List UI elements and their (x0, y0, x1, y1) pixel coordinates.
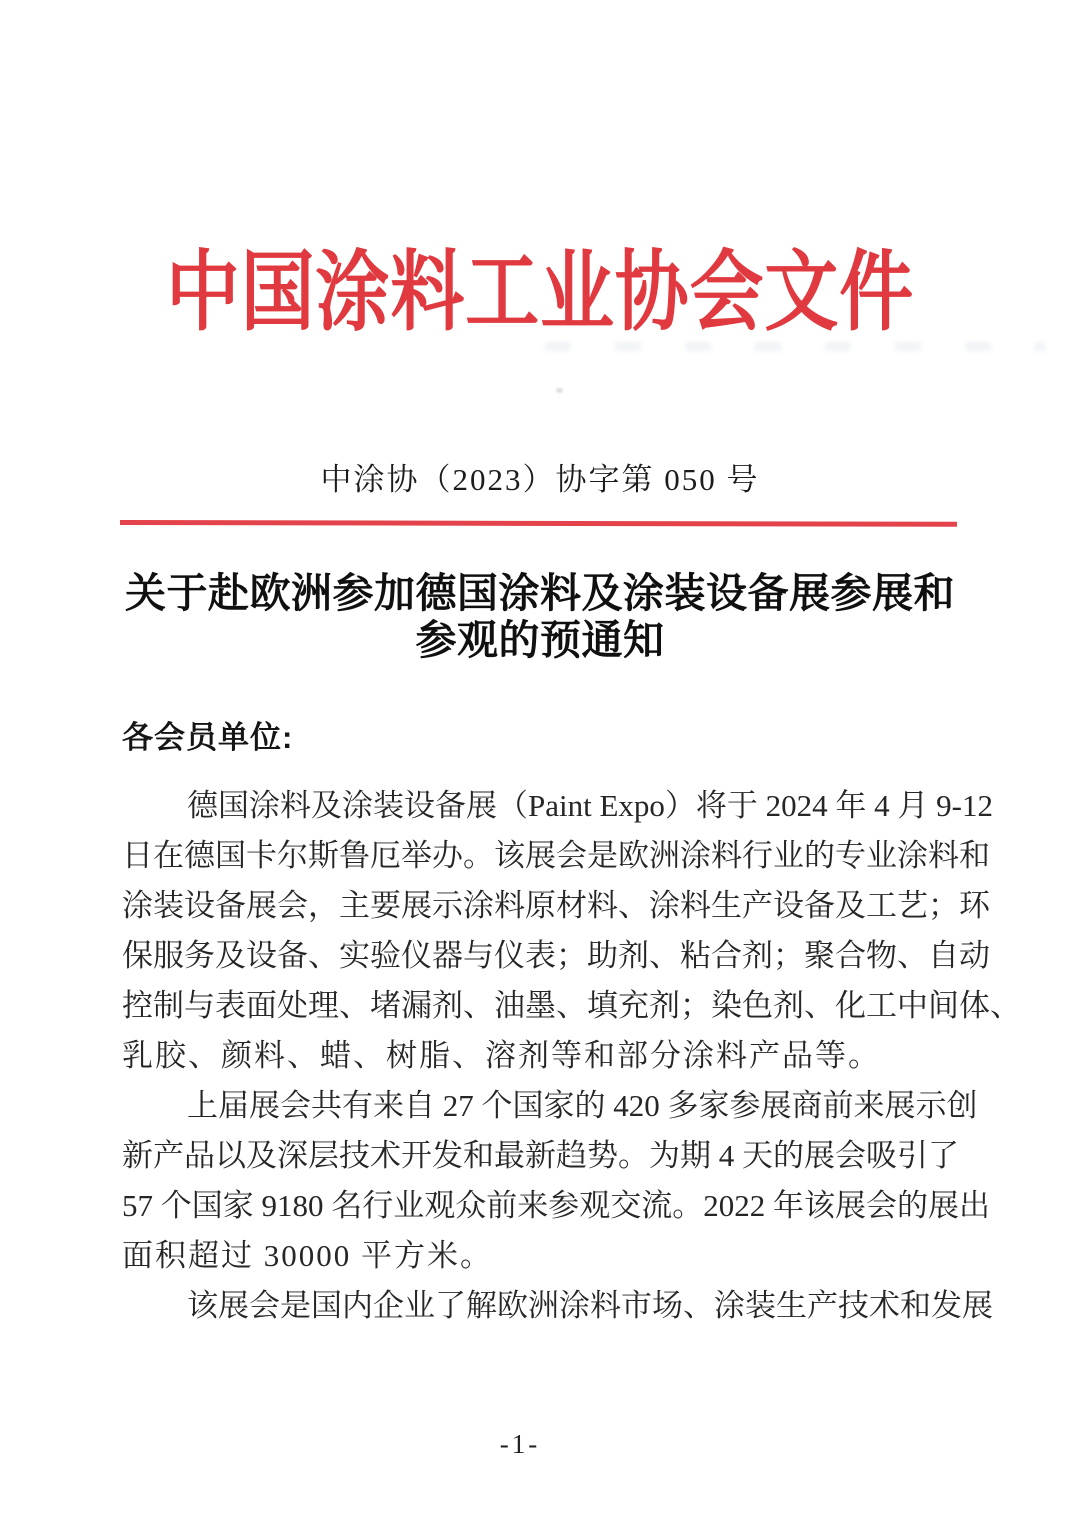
body-line: 日在德国卡尔斯鲁厄举办。该展会是欧洲涂料行业的专业涂料和 (122, 838, 990, 873)
body-line: 57 个国家 9180 名行业观众前来参观交流。2022 年该展会的展出 (122, 1188, 990, 1223)
notice-title-line2: 参观的预通知 (415, 617, 665, 663)
notice-title (60, 570, 1020, 664)
body-line: 面积超过 30000 平方米。 (122, 1238, 493, 1273)
body-line: 新产品以及深层技术开发和最新趋势。为期 4 天的展会吸引了 (122, 1138, 959, 1173)
scan-artifact (545, 342, 1045, 351)
body-line: 德国涂料及涂装设备展（Paint Expo）将于 2024 年 4 月 9-12 (187, 788, 993, 823)
body-line: 乳胶、颜料、蜡、树脂、溶剂等和部分涂料产品等。 (122, 1038, 881, 1073)
page-number: -1- (499, 1429, 541, 1459)
body-line: 涂装设备展会，主要展示涂料原材料、涂料生产设备及工艺；环 (122, 888, 990, 923)
body-line: 保服务及设备、实验仪器与仪表；助剂、粘合剂；聚合物、自动 (122, 938, 990, 973)
document-body (122, 781, 1021, 1331)
body-line: 上届展会共有来自 27 个国家的 420 多家参展商前来展示创 (187, 1088, 978, 1123)
letterhead (0, 245, 1080, 342)
body-line: 控制与表面处理、堵漏剂、油墨、填充剂；染色剂、化工中间体、 (122, 988, 1021, 1023)
document-number: 中涂协（2023）协字第 050 号 (320, 462, 760, 497)
notice-title-line1: 关于赴欧洲参加德国涂料及涂装设备展参展和 (125, 570, 955, 616)
scan-artifact (556, 388, 563, 393)
salutation: 各会员单位: (122, 720, 294, 755)
org-title: 中国涂料工业协会文件 (165, 245, 914, 342)
red-divider-line (120, 520, 957, 527)
body-line: 该展会是国内企业了解欧洲涂料市场、涂装生产技术和发展 (187, 1288, 993, 1323)
